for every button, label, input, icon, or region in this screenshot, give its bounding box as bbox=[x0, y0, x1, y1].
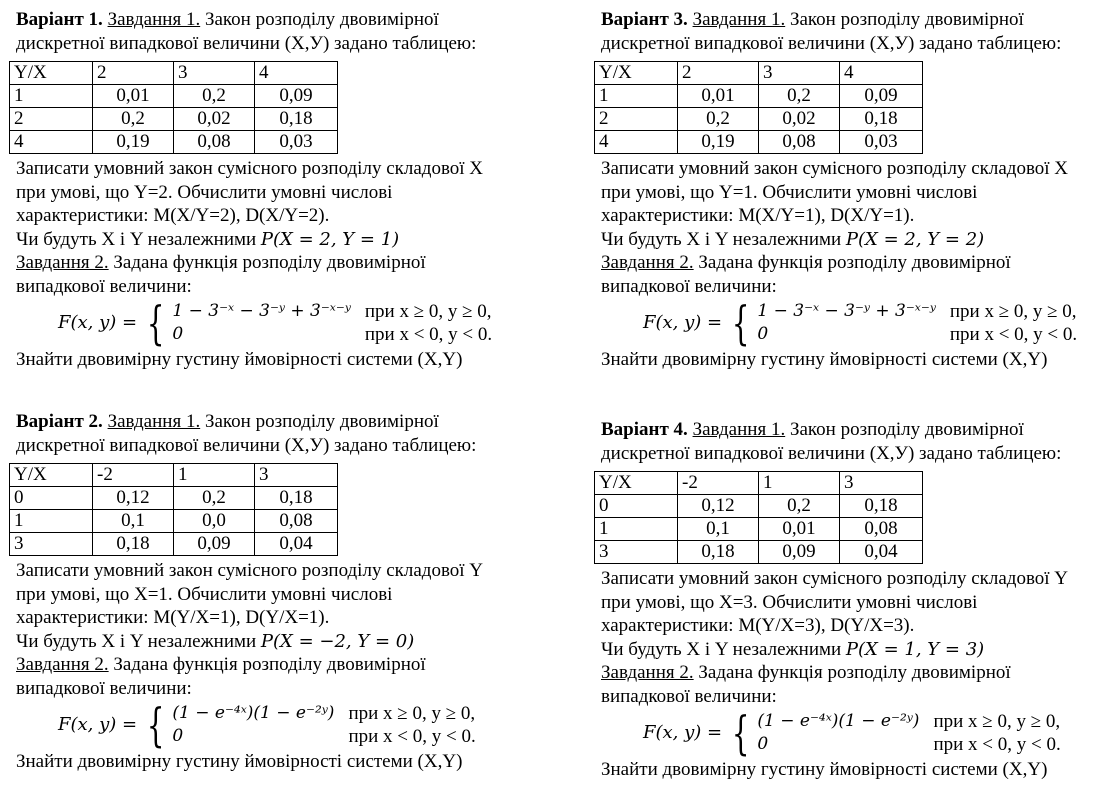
formula-lhs: F(x, y) = bbox=[58, 714, 138, 736]
distribution-table bbox=[594, 61, 923, 154]
task2-heading bbox=[601, 661, 1110, 685]
task1-text-line2: при умові, що X=1. Обчислити умовні числові bbox=[16, 583, 393, 605]
table-cell: 1 bbox=[10, 510, 93, 533]
variant-3-block bbox=[601, 8, 1110, 372]
table-cell: 0,12 bbox=[678, 495, 759, 518]
independence-prefix: Чи будуть X і Y незалежними bbox=[601, 638, 846, 660]
task1-intro-line2: дискретної випадкової величини (Х,У) задано таблицею: bbox=[601, 32, 1062, 54]
variant-title: Варіант 2. bbox=[16, 411, 103, 432]
left-brace-icon: { bbox=[731, 706, 750, 760]
independence-question bbox=[16, 228, 536, 252]
case1-condition: при x ≥ 0, y ≥ 0, bbox=[933, 711, 1061, 732]
table-row bbox=[10, 108, 338, 131]
task2-heading bbox=[16, 653, 536, 677]
task2-heading bbox=[16, 251, 536, 275]
table-cell: 0,04 bbox=[840, 541, 923, 564]
table-cell: 0,18 bbox=[93, 533, 174, 556]
table-cell: 0,18 bbox=[255, 108, 338, 131]
task1-label: Завдання 1. bbox=[107, 9, 201, 30]
table-header-cell: 1 bbox=[174, 464, 255, 487]
task1-intro-line2: дискретної випадкової величини (Х,У) задано таблицею: bbox=[16, 32, 477, 54]
task2-label: Завдання 2. bbox=[16, 654, 109, 675]
task1-intro: Закон розподілу двовимірної bbox=[785, 9, 1024, 30]
distribution-function-formula bbox=[643, 706, 1110, 760]
table-header-cell: Y/X bbox=[10, 464, 93, 487]
table-header-row bbox=[10, 464, 338, 487]
independence-formula: P(X = −2, Y = 0) bbox=[260, 630, 415, 652]
table-cell: 0,0 bbox=[174, 510, 255, 533]
table-cell: 0,02 bbox=[174, 108, 255, 131]
task2-intro-line2: випадкової величини: bbox=[16, 677, 192, 699]
task1-label: Завдання 1. bbox=[107, 411, 201, 432]
task1-intro: Закон розподілу двовимірної bbox=[785, 419, 1024, 440]
distribution-function-formula bbox=[58, 296, 536, 350]
task1-text-line3: характеристики: M(Y/X=1), D(Y/X=1). bbox=[16, 607, 330, 628]
table-header-row bbox=[595, 472, 923, 495]
formula-cases bbox=[172, 300, 492, 346]
case1-expression: (1 − e⁻⁴ˣ)(1 − e⁻²ʸ) bbox=[172, 703, 335, 723]
independence-question bbox=[601, 638, 1110, 662]
task1-text-line2: при умові, що Y=2. Обчислити умовні числові bbox=[16, 181, 393, 203]
task1-label: Завдання 1. bbox=[692, 419, 786, 440]
table-cell: 0,1 bbox=[93, 510, 174, 533]
variant-2-block bbox=[16, 410, 536, 774]
table-row bbox=[595, 495, 923, 518]
distribution-function-formula bbox=[58, 698, 536, 752]
table-cell: 2 bbox=[595, 108, 678, 131]
task1-heading bbox=[16, 410, 536, 434]
task2-final-line: Знайти двовимірну густину ймовірності системи (X,Y) bbox=[601, 349, 1048, 370]
independence-prefix: Чи будуть X і Y незалежними bbox=[601, 228, 846, 250]
task1-text-line2: при умові, що X=3. Обчислити умовні числові bbox=[601, 591, 978, 613]
task2-label: Завдання 2. bbox=[601, 662, 694, 683]
table-cell: 0,02 bbox=[759, 108, 840, 131]
table-row bbox=[595, 108, 923, 131]
table-cell: 0,12 bbox=[93, 487, 174, 510]
task2-intro: Задана функція розподілу двовимірної bbox=[693, 662, 1011, 683]
distribution-table bbox=[9, 463, 338, 556]
table-cell: 0,03 bbox=[255, 131, 338, 154]
table-cell: 4 bbox=[595, 131, 678, 154]
independence-formula: P(X = 2, Y = 2) bbox=[845, 228, 985, 250]
table-cell: 0,08 bbox=[759, 131, 840, 154]
task2-final-line: Знайти двовимірну густину ймовірності системи (X,Y) bbox=[16, 751, 463, 772]
task2-final-line: Знайти двовимірну густину ймовірності системи (X,Y) bbox=[16, 349, 463, 370]
table-header-cell: 3 bbox=[840, 472, 923, 495]
task1-intro: Закон розподілу двовимірної bbox=[200, 411, 439, 432]
table-cell: 0,2 bbox=[174, 487, 255, 510]
case2-condition: при x < 0, y < 0. bbox=[364, 324, 493, 345]
task2-intro: Задана функція розподілу двовимірної bbox=[693, 252, 1011, 273]
task1-heading bbox=[601, 8, 1110, 32]
table-cell: 0,18 bbox=[255, 487, 338, 510]
formula-case-1 bbox=[172, 702, 475, 725]
left-brace-icon: { bbox=[146, 296, 165, 350]
table-header-cell: Y/X bbox=[595, 472, 678, 495]
table-cell: 0,19 bbox=[678, 131, 759, 154]
table-cell: 0,09 bbox=[840, 85, 923, 108]
task2-heading bbox=[601, 251, 1110, 275]
independence-question bbox=[16, 630, 536, 654]
table-cell: 0,18 bbox=[840, 495, 923, 518]
table-cell: 0,2 bbox=[759, 85, 840, 108]
table-cell: 0,04 bbox=[255, 533, 338, 556]
task2-label: Завдання 2. bbox=[16, 252, 109, 273]
table-cell: 1 bbox=[10, 85, 93, 108]
formula-case-2 bbox=[757, 733, 1060, 756]
case2-expression: 0 bbox=[757, 324, 769, 344]
table-cell: 1 bbox=[595, 85, 678, 108]
task1-text-line2: при умові, що Y=1. Обчислити умовні числові bbox=[601, 181, 978, 203]
formula-case-2 bbox=[172, 323, 492, 346]
formula-cases bbox=[757, 710, 1060, 756]
variant-title: Варіант 1. bbox=[16, 9, 103, 30]
table-cell: 0,18 bbox=[840, 108, 923, 131]
table-cell: 0,01 bbox=[759, 518, 840, 541]
table-header-row bbox=[595, 62, 923, 85]
table-cell: 0,18 bbox=[678, 541, 759, 564]
table-cell: 0,2 bbox=[678, 108, 759, 131]
distribution-function-formula bbox=[643, 296, 1110, 350]
table-cell: 0,2 bbox=[93, 108, 174, 131]
table-cell: 0,01 bbox=[93, 85, 174, 108]
formula-case-2 bbox=[757, 323, 1077, 346]
case1-expression: 1 − 3⁻ˣ − 3⁻ʸ + 3⁻ˣ⁻ʸ bbox=[172, 301, 351, 321]
task1-text-line3: характеристики: M(X/Y=2), D(X/Y=2). bbox=[16, 205, 330, 226]
table-cell: 0,2 bbox=[759, 495, 840, 518]
table-cell: 0,2 bbox=[174, 85, 255, 108]
case1-condition: при x ≥ 0, y ≥ 0, bbox=[949, 301, 1077, 322]
table-header-cell: 3 bbox=[174, 62, 255, 85]
table-row bbox=[595, 518, 923, 541]
independence-prefix: Чи будуть X і Y незалежними bbox=[16, 228, 261, 250]
formula-case-1 bbox=[172, 300, 492, 323]
table-header-cell: 2 bbox=[678, 62, 759, 85]
variant-title: Варіант 3. bbox=[601, 9, 688, 30]
variant-title: Варіант 4. bbox=[601, 419, 688, 440]
formula-lhs: F(x, y) = bbox=[643, 722, 723, 744]
formula-case-1 bbox=[757, 300, 1077, 323]
independence-prefix: Чи будуть X і Y незалежними bbox=[16, 630, 261, 652]
table-cell: 3 bbox=[595, 541, 678, 564]
table-cell: 0,03 bbox=[840, 131, 923, 154]
table-cell: 0,08 bbox=[174, 131, 255, 154]
table-row bbox=[10, 131, 338, 154]
table-cell: 4 bbox=[10, 131, 93, 154]
table-cell: 0,01 bbox=[678, 85, 759, 108]
task1-text-line1: Записати умовний закон сумісного розподілу складової Y bbox=[601, 568, 1069, 589]
independence-formula: P(X = 1, Y = 3) bbox=[845, 638, 985, 660]
formula-cases bbox=[757, 300, 1077, 346]
case1-condition: при x ≥ 0, y ≥ 0, bbox=[364, 301, 492, 322]
table-header-cell: -2 bbox=[678, 472, 759, 495]
task1-heading bbox=[16, 8, 536, 32]
table-row bbox=[10, 510, 338, 533]
case1-condition: при x ≥ 0, y ≥ 0, bbox=[348, 703, 476, 724]
case2-condition: при x < 0, y < 0. bbox=[949, 324, 1078, 345]
task1-text-line3: характеристики: M(Y/X=3), D(Y/X=3). bbox=[601, 615, 915, 636]
table-cell: 0,08 bbox=[255, 510, 338, 533]
table-row bbox=[595, 85, 923, 108]
task1-label: Завдання 1. bbox=[692, 9, 786, 30]
table-cell: 2 bbox=[10, 108, 93, 131]
table-header-cell: Y/X bbox=[10, 62, 93, 85]
table-row bbox=[595, 131, 923, 154]
task1-text-line3: характеристики: M(X/Y=1), D(X/Y=1). bbox=[601, 205, 915, 226]
formula-lhs: F(x, y) = bbox=[58, 312, 138, 334]
table-cell: 0 bbox=[595, 495, 678, 518]
task1-heading bbox=[601, 418, 1110, 442]
formula-case-1 bbox=[757, 710, 1060, 733]
case2-condition: при x < 0, y < 0. bbox=[348, 726, 476, 747]
task2-label: Завдання 2. bbox=[601, 252, 694, 273]
task2-intro-line2: випадкової величини: bbox=[601, 685, 777, 707]
table-cell: 3 bbox=[10, 533, 93, 556]
distribution-table bbox=[9, 61, 338, 154]
table-header-cell: Y/X bbox=[595, 62, 678, 85]
task1-intro-line2: дискретної випадкової величини (Х,У) задано таблицею: bbox=[16, 434, 477, 456]
table-row bbox=[10, 487, 338, 510]
formula-case-2 bbox=[172, 725, 475, 748]
table-header-cell: 2 bbox=[93, 62, 174, 85]
table-header-cell: 4 bbox=[840, 62, 923, 85]
table-row bbox=[595, 541, 923, 564]
task1-text-line1: Записати умовний закон сумісного розподілу складової Y bbox=[16, 560, 484, 581]
task2-intro-line2: випадкової величини: bbox=[16, 275, 192, 297]
table-cell: 0,09 bbox=[174, 533, 255, 556]
table-header-cell: 3 bbox=[255, 464, 338, 487]
case2-condition: при x < 0, y < 0. bbox=[933, 734, 1061, 755]
variant-4-block bbox=[601, 418, 1110, 782]
variant-1-block bbox=[16, 8, 536, 372]
table-row bbox=[10, 533, 338, 556]
task1-text-line1: Записати умовний закон сумісного розподілу складової X bbox=[16, 158, 484, 179]
left-brace-icon: { bbox=[731, 296, 750, 350]
table-cell: 0,19 bbox=[93, 131, 174, 154]
table-cell: 1 bbox=[595, 518, 678, 541]
formula-lhs: F(x, y) = bbox=[643, 312, 723, 334]
case1-expression: (1 − e⁻⁴ˣ)(1 − e⁻²ʸ) bbox=[757, 711, 920, 731]
table-header-cell: 3 bbox=[759, 62, 840, 85]
task2-intro: Задана функція розподілу двовимірної bbox=[108, 252, 426, 273]
table-cell: 0,1 bbox=[678, 518, 759, 541]
table-cell: 0,09 bbox=[759, 541, 840, 564]
formula-cases bbox=[172, 702, 475, 748]
task1-text-line1: Записати умовний закон сумісного розподілу складової X bbox=[601, 158, 1069, 179]
table-cell: 0 bbox=[10, 487, 93, 510]
case2-expression: 0 bbox=[172, 324, 184, 344]
independence-question bbox=[601, 228, 1110, 252]
task2-intro: Задана функція розподілу двовимірної bbox=[108, 654, 426, 675]
table-header-cell: -2 bbox=[93, 464, 174, 487]
left-brace-icon: { bbox=[146, 698, 165, 752]
table-header-row bbox=[10, 62, 338, 85]
task1-intro-line2: дискретної випадкової величини (Х,У) задано таблицею: bbox=[601, 442, 1062, 464]
task2-final-line: Знайти двовимірну густину ймовірності системи (X,Y) bbox=[601, 759, 1048, 780]
table-header-cell: 1 bbox=[759, 472, 840, 495]
task2-intro-line2: випадкової величини: bbox=[601, 275, 777, 297]
distribution-table bbox=[594, 471, 923, 564]
case2-expression: 0 bbox=[757, 734, 769, 754]
independence-formula: P(X = 2, Y = 1) bbox=[260, 228, 400, 250]
table-header-cell: 4 bbox=[255, 62, 338, 85]
case2-expression: 0 bbox=[172, 726, 184, 746]
table-cell: 0,09 bbox=[255, 85, 338, 108]
table-row bbox=[10, 85, 338, 108]
case1-expression: 1 − 3⁻ˣ − 3⁻ʸ + 3⁻ˣ⁻ʸ bbox=[757, 301, 936, 321]
table-cell: 0,08 bbox=[840, 518, 923, 541]
task1-intro: Закон розподілу двовимірної bbox=[200, 9, 439, 30]
